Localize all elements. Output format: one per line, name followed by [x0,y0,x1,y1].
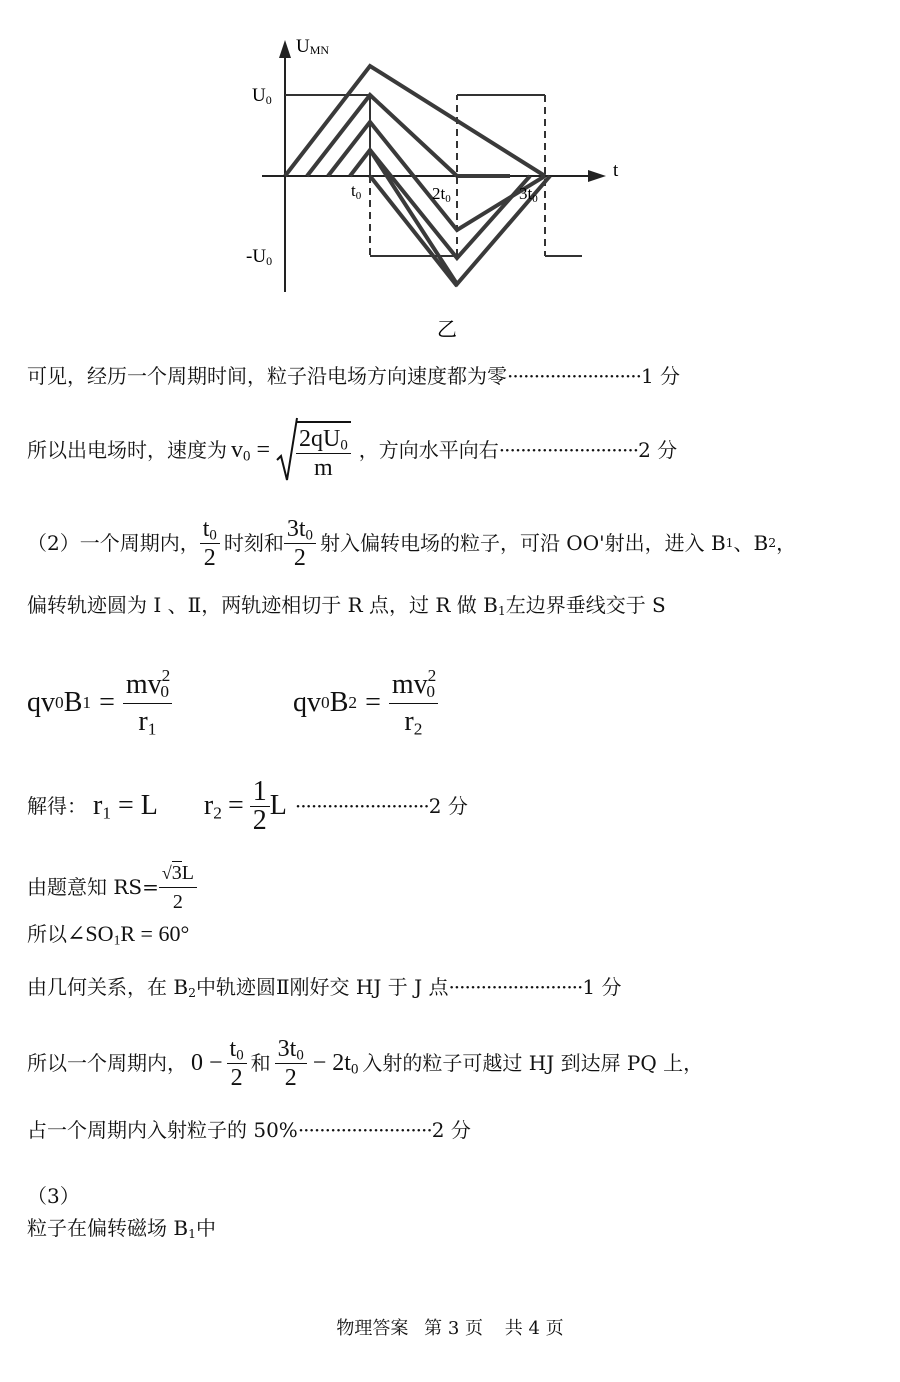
figure-caption: 乙 [437,319,457,341]
line-angle: 所以$\angle SO_1R = 60^\circ$ [27,921,190,948]
line-geometry: 由几何关系，在 $B_2$中轨迹圆Ⅱ刚好交 HJ 于 J 点·························1 分 [27,975,622,1001]
x-axis-label: t [613,160,619,181]
voltage-time-figure [0,0,900,345]
x-axis-arrow [588,170,606,182]
equation-b2: qv 0 B 2 = $\frac{mv^2_0}{r_2}$ [293,665,437,738]
line-period-injection: （2）一个周期内， $\frac{t_0}{2}$ 时刻和 $\frac{3t_0}{2}$ 射入偏转电场的粒子，可沿 OO'射出，进入 B 1 、B 2 ， [27,515,797,571]
line-magnetic-field: 粒子在偏转磁场 $B_1$中 [27,1216,216,1242]
sqrt-sign-icon [276,416,298,484]
x-tick-t0: t0 [351,181,362,202]
y-tick-u0: U0 [252,85,272,107]
velocity-curve-1 [285,66,545,176]
y-axis-arrow [279,40,291,58]
y-axis-label: UMN [296,36,330,57]
footer-subject: 物理答案 [336,1318,409,1339]
line-exit-velocity: 所以出电场时，速度为 $v_0$ = $\frac{2qU_0}{m}$ ，方向水平向右 ·························· 2 分 [27,415,677,485]
footer-total: 共 4 页 [504,1318,564,1339]
line-velocity-zero: 可见，经历一个周期时间，粒子沿电场方向速度都为零·························1 分 [27,364,681,388]
velocity-curve-5 [370,150,550,284]
line-solution-radii: 解得： $r_1 = L$ $r_2$ = $\frac{1}{2}$ L ························· 2 分 [27,775,468,836]
footer-page: 第 3 页 [424,1318,483,1339]
part-3-label: （3） [27,1184,80,1208]
line-trajectory-circles: 偏转轨迹圆为 Ⅰ 、Ⅱ，两轨迹相切于 R 点，过 R 做 $B_1$左边界垂线交于 S [27,593,666,619]
page-footer [0,1314,900,1340]
line-percentage: 占一个周期内入射粒子的 50%·························2 分 [27,1118,471,1142]
line-period-range: 所以一个周期内， 0 − $\frac{t_0}{2}$ 和 $\frac{3t_0}{2}$ − $2t_0$ 入射的粒子可越过 HJ 到达屏 PQ 上， [27,1035,704,1091]
velocity-curve-4 [350,150,530,258]
x-tick-3t0: 3t0 [519,184,538,205]
line-rs-length: 由题意知 RS= $\frac{√3L}{2}$ [27,858,197,916]
x-tick-2t0: 2t0 [432,184,451,205]
y-tick-neg-u0: -U0 [246,246,273,268]
equation-b1: qv 0 B 1 = $\frac{mv^2_0}{r_1}$ [27,665,171,738]
